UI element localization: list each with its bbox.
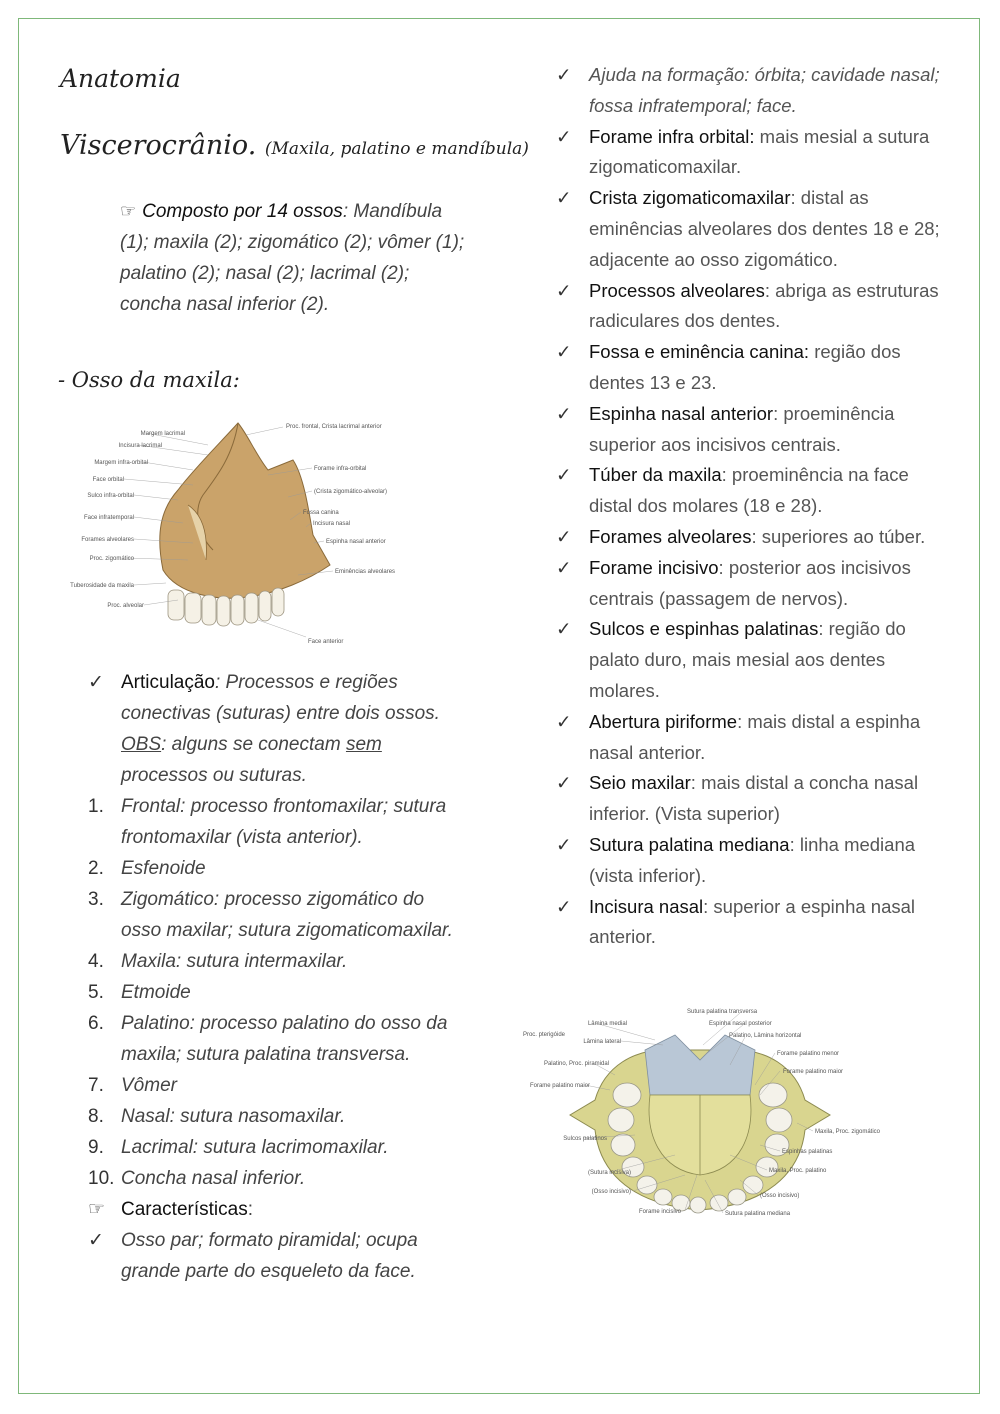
obs-text-b: processos ou suturas. — [121, 765, 307, 786]
checkmark-icon: ✓ — [556, 64, 572, 85]
list-item-text: Concha nasal inferior. — [121, 1168, 306, 1189]
list-item-text: Palatino: processo palatino do osso da maxila; sutura palatina transversa. — [121, 1013, 448, 1065]
composto-text: : Mandíbula (1); maxila (2); zigomático (2); vômer (1); palatino (2); nasal (2); lacrimal (2); concha nasal inferior (2). — [120, 201, 465, 315]
item-term: Espinha nasal anterior — [589, 402, 774, 424]
osso-maxila-heading: - Osso da maxila: — [58, 368, 240, 392]
left-list — [88, 667, 466, 1287]
list-item — [556, 522, 946, 553]
fig2-label-right: Palatino, Lâmina horizontal — [729, 1033, 802, 1039]
checkmark-icon: ✓ — [556, 279, 572, 301]
fig2-label-right: Sutura palatina transversa — [687, 1009, 758, 1015]
list-item — [88, 791, 466, 853]
checkmark-icon: ✓ — [556, 525, 572, 547]
list-number: 1. — [88, 796, 104, 817]
list-number: 6. — [88, 1013, 104, 1034]
list-item — [556, 399, 946, 461]
item-term: Abertura piriforme — [589, 710, 738, 732]
fig2-label-left: Lâmina medial — [587, 1021, 627, 1027]
fig2-label-right: Maxila, Proc. palatino — [769, 1168, 827, 1174]
checkmark-icon: ✓ — [556, 402, 572, 424]
list-number: 5. — [88, 982, 104, 1003]
list-item — [556, 892, 946, 954]
obs-text-a: : alguns se conectam — [161, 734, 346, 755]
fig1-label-right: Espinha nasal anterior — [326, 539, 386, 545]
list-item — [556, 276, 946, 338]
anatomia-heading: Anatomia — [60, 64, 181, 93]
checkmark-icon: ✓ — [556, 772, 572, 794]
list-item — [88, 853, 466, 884]
fig1-label-right: (Crista zigomático-alveolar) — [314, 489, 388, 495]
fig1-label-left: Proc. zigomático — [89, 556, 134, 562]
checkmark-icon: ✓ — [556, 895, 572, 917]
list-item-text: Frontal: processo frontomaxilar; sutura frontomaxilar (vista anterior). — [121, 796, 447, 848]
fig2-label-right: Espinha nasal posterior — [709, 1021, 772, 1027]
list-number: 4. — [88, 951, 104, 972]
fig2-label-right: Forame palatino maior — [783, 1069, 844, 1075]
fig1-label-right: Eminências alveolares — [335, 569, 396, 575]
item-term: Forames alveolares — [589, 525, 752, 547]
fig1-label-left: Forames alveolares — [81, 537, 134, 543]
item-text: : superiores ao túber. — [751, 525, 926, 547]
list-item — [88, 1101, 466, 1132]
fig2-label-right: (Osso incisivo) — [760, 1193, 800, 1199]
list-item — [88, 1070, 466, 1101]
list-number: 9. — [88, 1137, 104, 1158]
fig1-label-left: Tuberosidade da maxila — [70, 583, 134, 589]
list-number: 2. — [88, 858, 104, 879]
list-item — [556, 553, 946, 615]
checkmark-icon: ✓ — [556, 556, 572, 578]
list-item — [88, 1132, 466, 1163]
list-item — [556, 122, 946, 184]
obs-label: OBS — [121, 734, 162, 755]
item-term: Forame infra orbital: — [589, 125, 755, 147]
list-item-text: Etmoide — [121, 982, 191, 1003]
checkmark-icon: ✓ — [556, 187, 572, 209]
item-term: Seio maxilar — [589, 772, 691, 794]
pointing-hand-icon: ☞ — [120, 201, 137, 221]
list-item — [556, 337, 946, 399]
list-item — [556, 830, 946, 892]
item-text: : superior a espinha nasal anterior. — [589, 895, 916, 948]
composto-term: Composto por 14 ossos — [142, 201, 343, 222]
list-item-text: Zigomático: processo zigomático do osso maxilar; sutura zigomaticomaxilar. — [121, 889, 453, 941]
checkmark-icon: ✓ — [556, 125, 572, 147]
fig2-label-left: Proc. pterigóide — [522, 1032, 565, 1038]
fig2-label-left: Lâmina lateral — [583, 1039, 621, 1045]
obs-sem: sem — [345, 734, 382, 755]
item-text: : distal as eminências alveolares dos dentes 18 e 28; adjacente ao osso zigomático. — [589, 187, 940, 270]
articulacao-term: Articulação — [121, 672, 215, 693]
list-item — [88, 977, 466, 1008]
item-text: : proeminência superior aos incisivos centrais. — [589, 402, 895, 455]
viscerocranio-title: Viscerocrânio. — [60, 130, 257, 161]
list-item-text: Vômer — [121, 1075, 177, 1096]
list-number: 8. — [88, 1106, 104, 1127]
item-text: : linha mediana (vista inferior). — [589, 833, 916, 886]
list-item — [88, 884, 466, 946]
pointing-hand-icon: ☞ — [88, 1199, 106, 1220]
maxilla-lateral-illustration — [68, 415, 398, 650]
item-text: : mais distal a concha nasal inferior. (Vista superior) — [589, 772, 919, 825]
item-text: : posterior aos incisivos centrais (passagem de nervos). — [589, 556, 911, 609]
item-text: região dos dentes 13 e 23. — [589, 341, 901, 393]
caracteristicas-item: ☞ Características: — [88, 1194, 466, 1225]
fig2-label-left: Sulcos palatinos — [563, 1136, 607, 1142]
item-text: : abriga as estruturas radiculares dos dentes. — [589, 279, 939, 332]
fig1-label-right: Proc. frontal, Crista lacrimal anterior — [286, 424, 382, 430]
list-number: 7. — [88, 1075, 104, 1096]
fig2-label-right: Sutura palatina mediana — [725, 1211, 791, 1217]
item-term: Processos alveolares — [589, 279, 765, 301]
ajuda-item — [556, 60, 946, 122]
fig2-label-right: Maxila, Proc. zigomático — [815, 1129, 881, 1135]
viscerocranio-subtitle: (Maxila, palatino e mandíbula) — [264, 139, 529, 159]
fig1-label-left: Margem infra-orbital — [94, 460, 148, 466]
item-text: : proeminência na face distal dos molares (18 e 28). — [589, 464, 909, 517]
fig2-label-left: (Sutura incisiva) — [587, 1170, 631, 1176]
ajuda-text: Ajuda na formação: órbita; cavidade nasal; fossa infratemporal; face. — [589, 64, 940, 116]
item-term: Túber da maxila — [589, 464, 722, 486]
checkmark-icon: ✓ — [556, 341, 572, 363]
fig1-label-left: Sulco infra-orbital — [87, 493, 134, 499]
list-item — [556, 614, 946, 706]
articulacao-item — [88, 667, 466, 791]
checkmark-icon: ✓ — [556, 618, 572, 640]
fig1-label-right: Incisura nasal — [313, 521, 351, 527]
checkmark-icon: ✓ — [556, 833, 572, 855]
item-term: Forame incisivo — [589, 556, 719, 578]
list-number: 3. — [88, 889, 104, 910]
list-item — [556, 707, 946, 769]
item-term: Crista zigomaticomaxilar — [589, 187, 791, 209]
fig2-label-left: Palatino, Proc. piramidal — [543, 1061, 609, 1067]
list-item — [88, 1163, 466, 1194]
osso-par-item — [88, 1225, 466, 1287]
palate-inferior-illustration — [522, 1005, 881, 1220]
checkmark-icon: ✓ — [556, 464, 572, 486]
checkmark-icon: ✓ — [88, 672, 104, 693]
viscerocranio-heading — [60, 130, 529, 161]
item-term: Sulcos e espinhas palatinas — [589, 618, 819, 640]
right-list — [556, 60, 946, 953]
fig1-label-left: Proc. alveolar — [107, 603, 144, 609]
item-term: Incisura nasal — [589, 895, 704, 917]
fig1-label-left: Face infratemporal — [83, 515, 134, 521]
checkmark-icon: ✓ — [88, 1230, 104, 1251]
fig2-label-right: Espinhas palatinas — [782, 1149, 833, 1155]
composto-paragraph — [120, 196, 465, 320]
list-item — [88, 946, 466, 977]
fig1-label-left: Face orbital — [92, 477, 124, 483]
caracteristicas-term: Características — [121, 1199, 248, 1220]
list-item-text: Maxila: sutura intermaxilar. — [121, 951, 348, 972]
fig2-label-left: (Osso incisivo) — [591, 1189, 631, 1195]
item-term: Fossa e eminência canina: — [589, 341, 810, 363]
fig1-label-right: Forame infra-orbital — [314, 466, 367, 472]
list-item — [556, 183, 946, 275]
articulacao-text: : Processos e regiões conectivas (suturas) entre dois ossos. — [121, 672, 440, 724]
list-item — [88, 1008, 466, 1070]
fig2-label-right: Forame palatino menor — [777, 1051, 840, 1057]
fig1-label-left: Margem lacrimal — [140, 431, 185, 437]
fig1-label-left: Incisura lacrimal — [118, 443, 162, 449]
list-item-text: Nasal: sutura nasomaxilar. — [121, 1106, 346, 1127]
osso-par-text: Osso par; formato piramidal; ocupa grande parte do esqueleto da face. — [121, 1230, 418, 1282]
list-item-text: Esfenoide — [121, 858, 206, 879]
fig1-label-bottom: Face anterior — [308, 639, 344, 645]
list-item — [556, 460, 946, 522]
list-item-text: Lacrimal: sutura lacrimomaxilar. — [121, 1137, 389, 1158]
item-text: : mais distal a espinha nasal anterior. — [589, 710, 921, 763]
list-item — [556, 768, 946, 830]
fig2-label-left: Forame palatino maior — [529, 1083, 590, 1089]
item-term: Sutura palatina mediana — [589, 833, 790, 855]
fig2-label-left: Forame incisivo — [638, 1209, 681, 1215]
list-number: 10. — [88, 1168, 115, 1189]
item-text: : região do palato duro, mais mesial aos dentes molares. — [589, 618, 906, 701]
fig1-label-right: Fossa canina — [303, 510, 339, 516]
checkmark-icon: ✓ — [556, 710, 572, 732]
item-text: mais mesial a sutura zigomaticomaxilar. — [589, 125, 930, 178]
